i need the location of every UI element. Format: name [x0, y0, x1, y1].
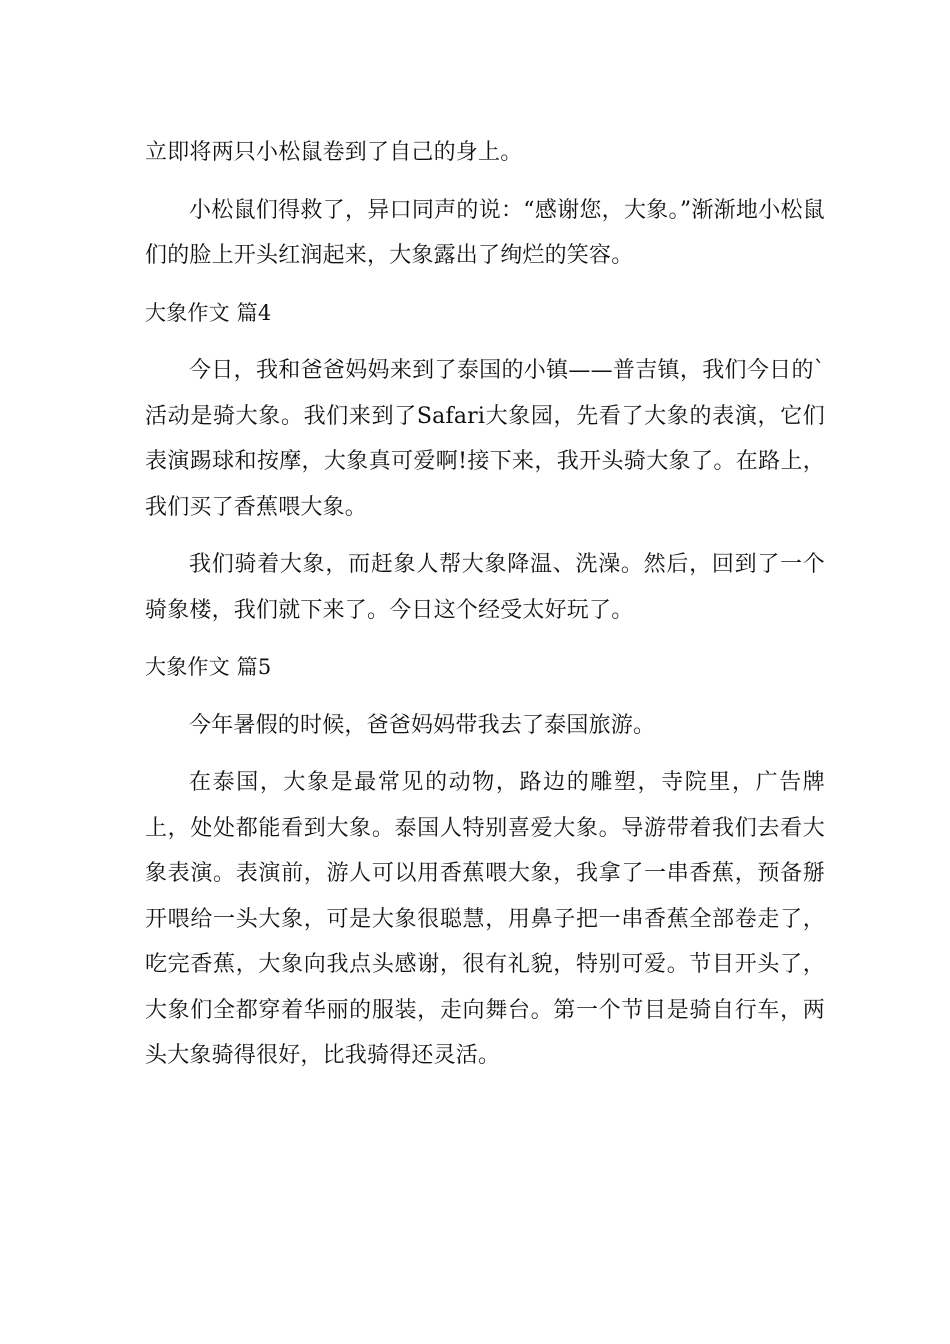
paragraph: 立即将两只小松鼠卷到了自己的身上。 — [145, 140, 523, 165]
section-heading: 大象作文 篇4 — [145, 300, 272, 325]
article-body — [145, 130, 825, 1091]
paragraph: 今日，我和爸爸妈妈来到了泰国的小镇——普吉镇，我们今日的`活动是骑大象。我们来到了Safari大象园，先看了大象的表演，它们表演踢球和按摩，大象真可爱啊!接下来，我开头骑大象了。在路上，我们买了香蕉喂大象。 — [145, 358, 825, 520]
paragraph: 今年暑假的时候，爸爸妈妈带我去了泰国旅游。 — [189, 712, 656, 738]
paragraph: 在泰国，大象是最常见的动物，路边的雕塑，寺院里，广告牌上，处处都能看到大象。泰国人特别喜爱大象。导游带着我们去看大象表演。表演前，游人可以用香蕉喂大象，我拿了一串香蕉，预备掰开喂给一头大象，可是大象很聪慧，用鼻子把一串香蕉全部卷走了，吃完香蕉，大象向我点头感谢，很有礼貌，特别可爱。节目开头了，大象们全都穿着华丽的服装，走向舞台。第一个节目是骑自行车，两头大象骑得很好，比我骑得还灵活。 — [145, 770, 825, 1068]
paragraph: 我们骑着大象，而赶象人帮大象降温、洗澡。然后，回到了一个骑象楼，我们就下来了。今日这个经受太好玩了。 — [145, 552, 825, 623]
section-heading: 大象作文 篇5 — [145, 655, 272, 679]
paragraph: 小松鼠们得救了，异口同声的说：“感谢您，大象。”渐渐地小松鼠们的脸上开头红润起来，大象露出了绚烂的笑容。 — [145, 197, 825, 268]
